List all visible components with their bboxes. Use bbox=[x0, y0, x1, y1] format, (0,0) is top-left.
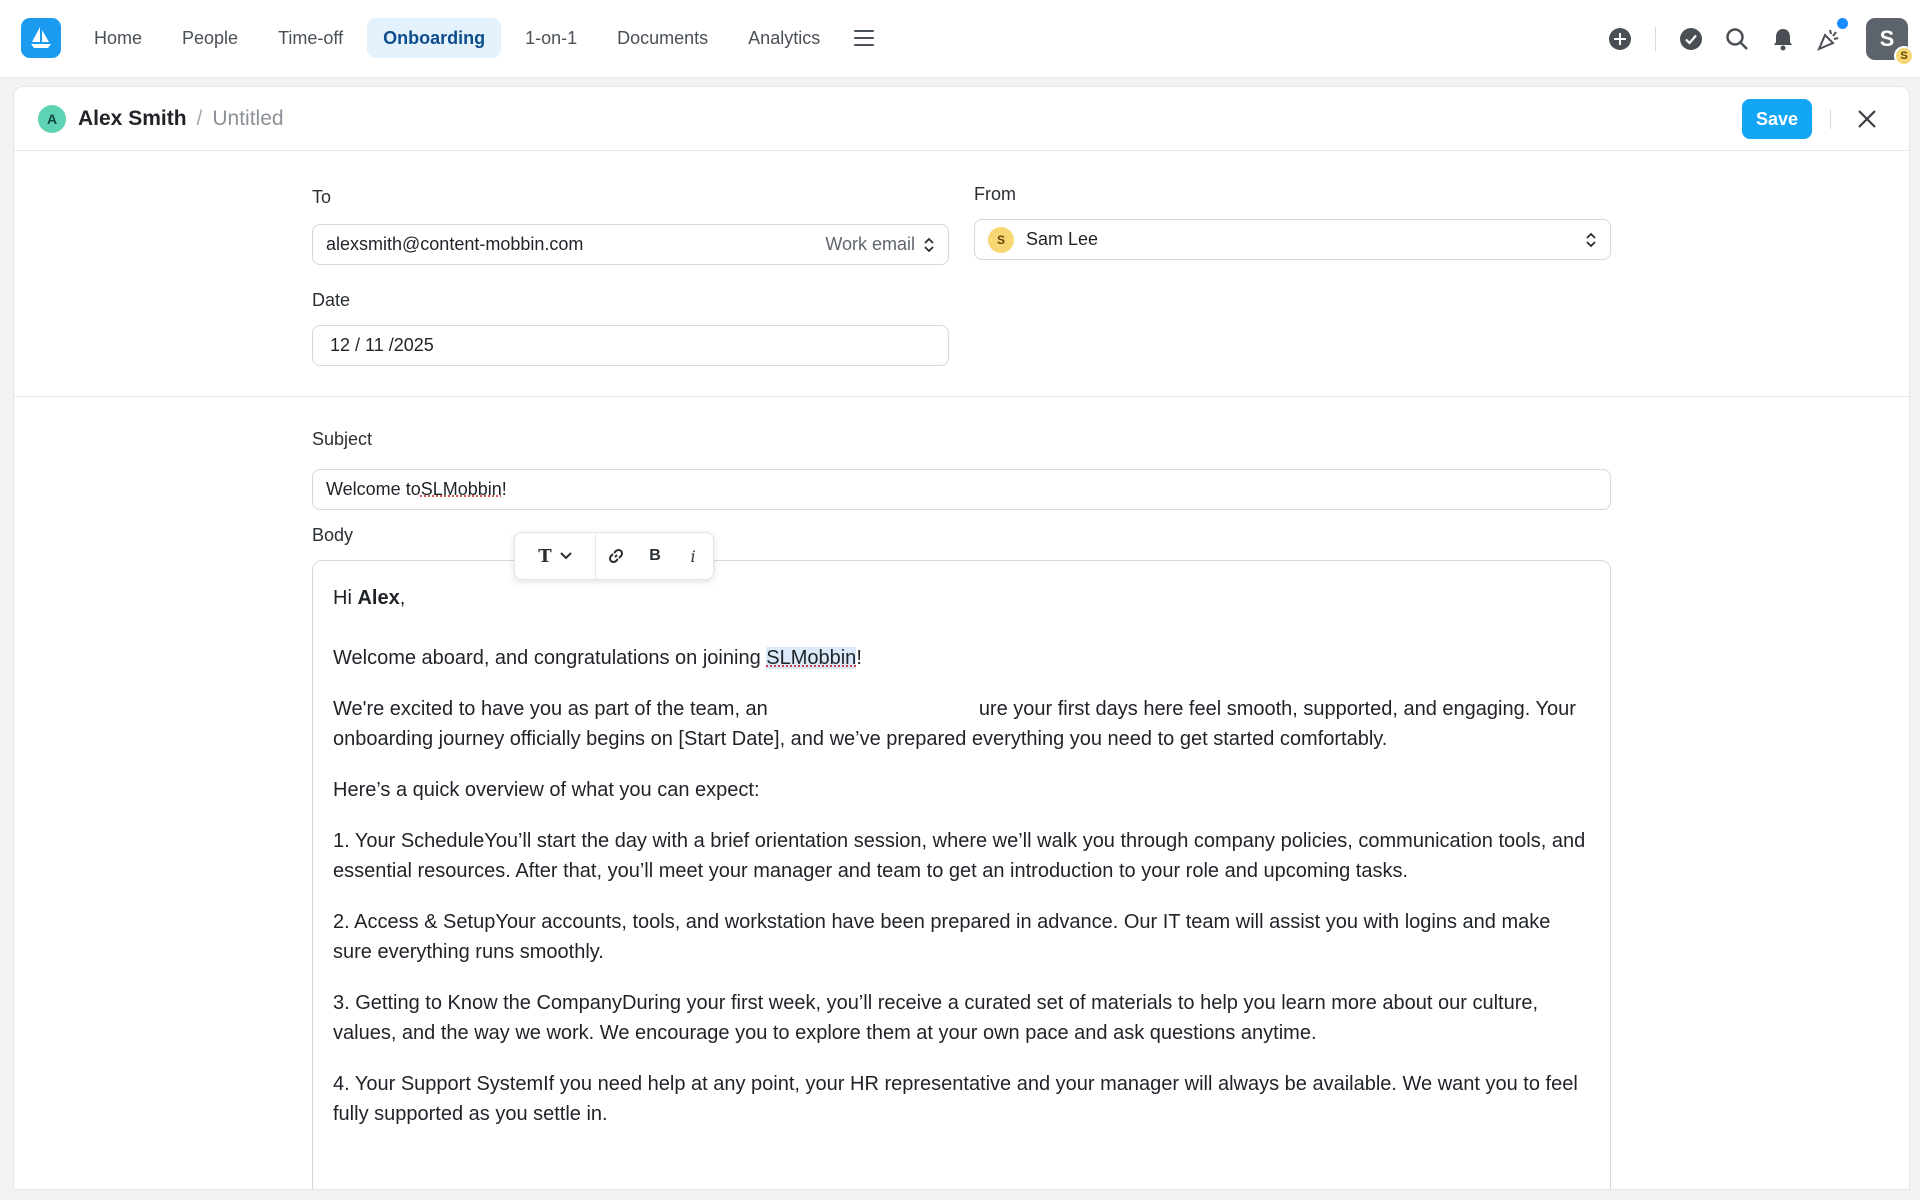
nav-time-off[interactable]: Time-off bbox=[278, 27, 344, 48]
chevron-down-icon bbox=[560, 552, 572, 560]
breadcrumb-separator: / bbox=[196, 106, 203, 130]
recipient-avatar: A bbox=[38, 105, 66, 133]
welcome-line bbox=[333, 643, 1590, 673]
plus-circle-icon[interactable] bbox=[1597, 16, 1643, 62]
link-icon[interactable] bbox=[596, 532, 636, 580]
email-type-select[interactable] bbox=[825, 234, 935, 255]
italic-button[interactable]: i bbox=[690, 546, 696, 566]
body-label: Body bbox=[312, 525, 354, 545]
welcome-prefix: Welcome aboard, and congratulations on joining bbox=[333, 647, 767, 669]
greeting-line bbox=[333, 583, 1590, 613]
paragraph-part: We're excited to have you as part of the team, an bbox=[333, 698, 768, 720]
main-nav bbox=[78, 18, 884, 58]
notification-dot bbox=[1837, 18, 1848, 29]
chevron-updown-icon bbox=[1585, 232, 1597, 248]
divider bbox=[1830, 109, 1831, 129]
save-button[interactable]: Save bbox=[1742, 99, 1812, 139]
bold-button[interactable]: B bbox=[649, 547, 661, 564]
avatar-letter: S bbox=[1879, 26, 1895, 51]
email-editor-panel bbox=[13, 86, 1910, 1190]
top-nav-bar bbox=[0, 0, 1920, 78]
to-field[interactable] bbox=[312, 224, 949, 265]
greeting-prefix: Hi bbox=[333, 587, 358, 609]
breadcrumb-title[interactable]: Untitled bbox=[212, 106, 284, 130]
subject-word: SLMobbin bbox=[420, 479, 502, 499]
body-editor[interactable] bbox=[312, 560, 1611, 1190]
recipients-section bbox=[14, 151, 1909, 397]
body-paragraph: Here’s a quick overview of what you can expect: bbox=[333, 779, 760, 801]
nav-onboarding[interactable]: Onboarding bbox=[367, 18, 501, 58]
from-label: From bbox=[974, 184, 1016, 204]
nav-home[interactable]: Home bbox=[94, 27, 143, 48]
subject-prefix: Welcome to bbox=[326, 479, 421, 499]
body-paragraph: 4. Your Support SystemIf you need help at any point, your HR representative and your manager will always be available. We want you to feel fully supported as you settle in. bbox=[333, 1073, 1578, 1125]
message-section bbox=[14, 398, 1909, 1190]
celebration-icon[interactable] bbox=[1806, 16, 1852, 62]
text-style-icon: T bbox=[538, 545, 552, 567]
date-label: Date bbox=[312, 290, 351, 310]
selected-text: SLMobbin bbox=[766, 647, 857, 669]
body-paragraph bbox=[333, 694, 1590, 754]
nav-people[interactable]: People bbox=[182, 27, 239, 48]
nav-documents[interactable]: Documents bbox=[617, 27, 709, 48]
text-style-dropdown[interactable] bbox=[515, 532, 595, 580]
subject-suffix: ! bbox=[501, 479, 507, 499]
top-right-actions bbox=[1597, 14, 1920, 64]
email-type-label: Work email bbox=[825, 234, 915, 254]
format-toolbar bbox=[514, 532, 714, 580]
sailboat-icon bbox=[28, 25, 54, 51]
to-value: alexsmith@content-mobbin.com bbox=[326, 234, 584, 254]
body-paragraph: 3. Getting to Know the CompanyDuring your first week, you’ll receive a curated set of materials to help you learn more about our culture, values, and the way we work. We encourage you to explore them at your own pace and ask questions anytime. bbox=[333, 992, 1539, 1044]
nav-1-on-1[interactable]: 1-on-1 bbox=[525, 27, 578, 48]
avatar-badge: S bbox=[1894, 46, 1914, 66]
date-field[interactable]: 12 / 11 /2025 bbox=[312, 325, 949, 366]
from-select[interactable] bbox=[974, 219, 1611, 260]
welcome-suffix: ! bbox=[856, 647, 862, 669]
menu-icon[interactable] bbox=[844, 18, 884, 58]
search-icon[interactable] bbox=[1714, 16, 1760, 62]
breadcrumb-person[interactable]: Alex Smith bbox=[78, 106, 187, 130]
subject-label: Subject bbox=[312, 429, 373, 449]
greeting-name: Alex bbox=[357, 587, 400, 609]
greeting-suffix: , bbox=[399, 587, 406, 609]
body-paragraph: 2. Access & SetupYour accounts, tools, and workstation have been prepared in advance. Our IT team will assist you with logins and make sure everything runs smoothly. bbox=[333, 911, 1551, 963]
app-logo[interactable] bbox=[21, 18, 61, 58]
check-circle-icon[interactable] bbox=[1668, 16, 1714, 62]
from-value: Sam Lee bbox=[1026, 229, 1099, 249]
bell-icon[interactable] bbox=[1760, 16, 1806, 62]
body-paragraph: 1. Your ScheduleYou’ll start the day with a brief orientation session, where we’ll walk you through company policies, communication tools, and essential resources. After that, you’ll meet your manager and team to get an introduction to your role and upcoming tasks. bbox=[333, 830, 1586, 882]
panel-header bbox=[14, 87, 1909, 151]
close-icon[interactable] bbox=[1853, 105, 1881, 133]
subject-field[interactable] bbox=[312, 469, 1611, 510]
nav-analytics[interactable]: Analytics bbox=[748, 27, 821, 48]
divider bbox=[1655, 27, 1656, 51]
paragraph-part: ure your first days here feel smooth, supported, and engaging. Your onboarding journey officially begins on [Start Date], and we’ve prepared everything you need to get started comfortably. bbox=[333, 698, 1576, 750]
chevron-updown-icon bbox=[923, 237, 935, 253]
user-avatar[interactable] bbox=[1866, 18, 1908, 60]
sender-avatar: S bbox=[988, 227, 1014, 253]
to-label: To bbox=[312, 187, 332, 207]
